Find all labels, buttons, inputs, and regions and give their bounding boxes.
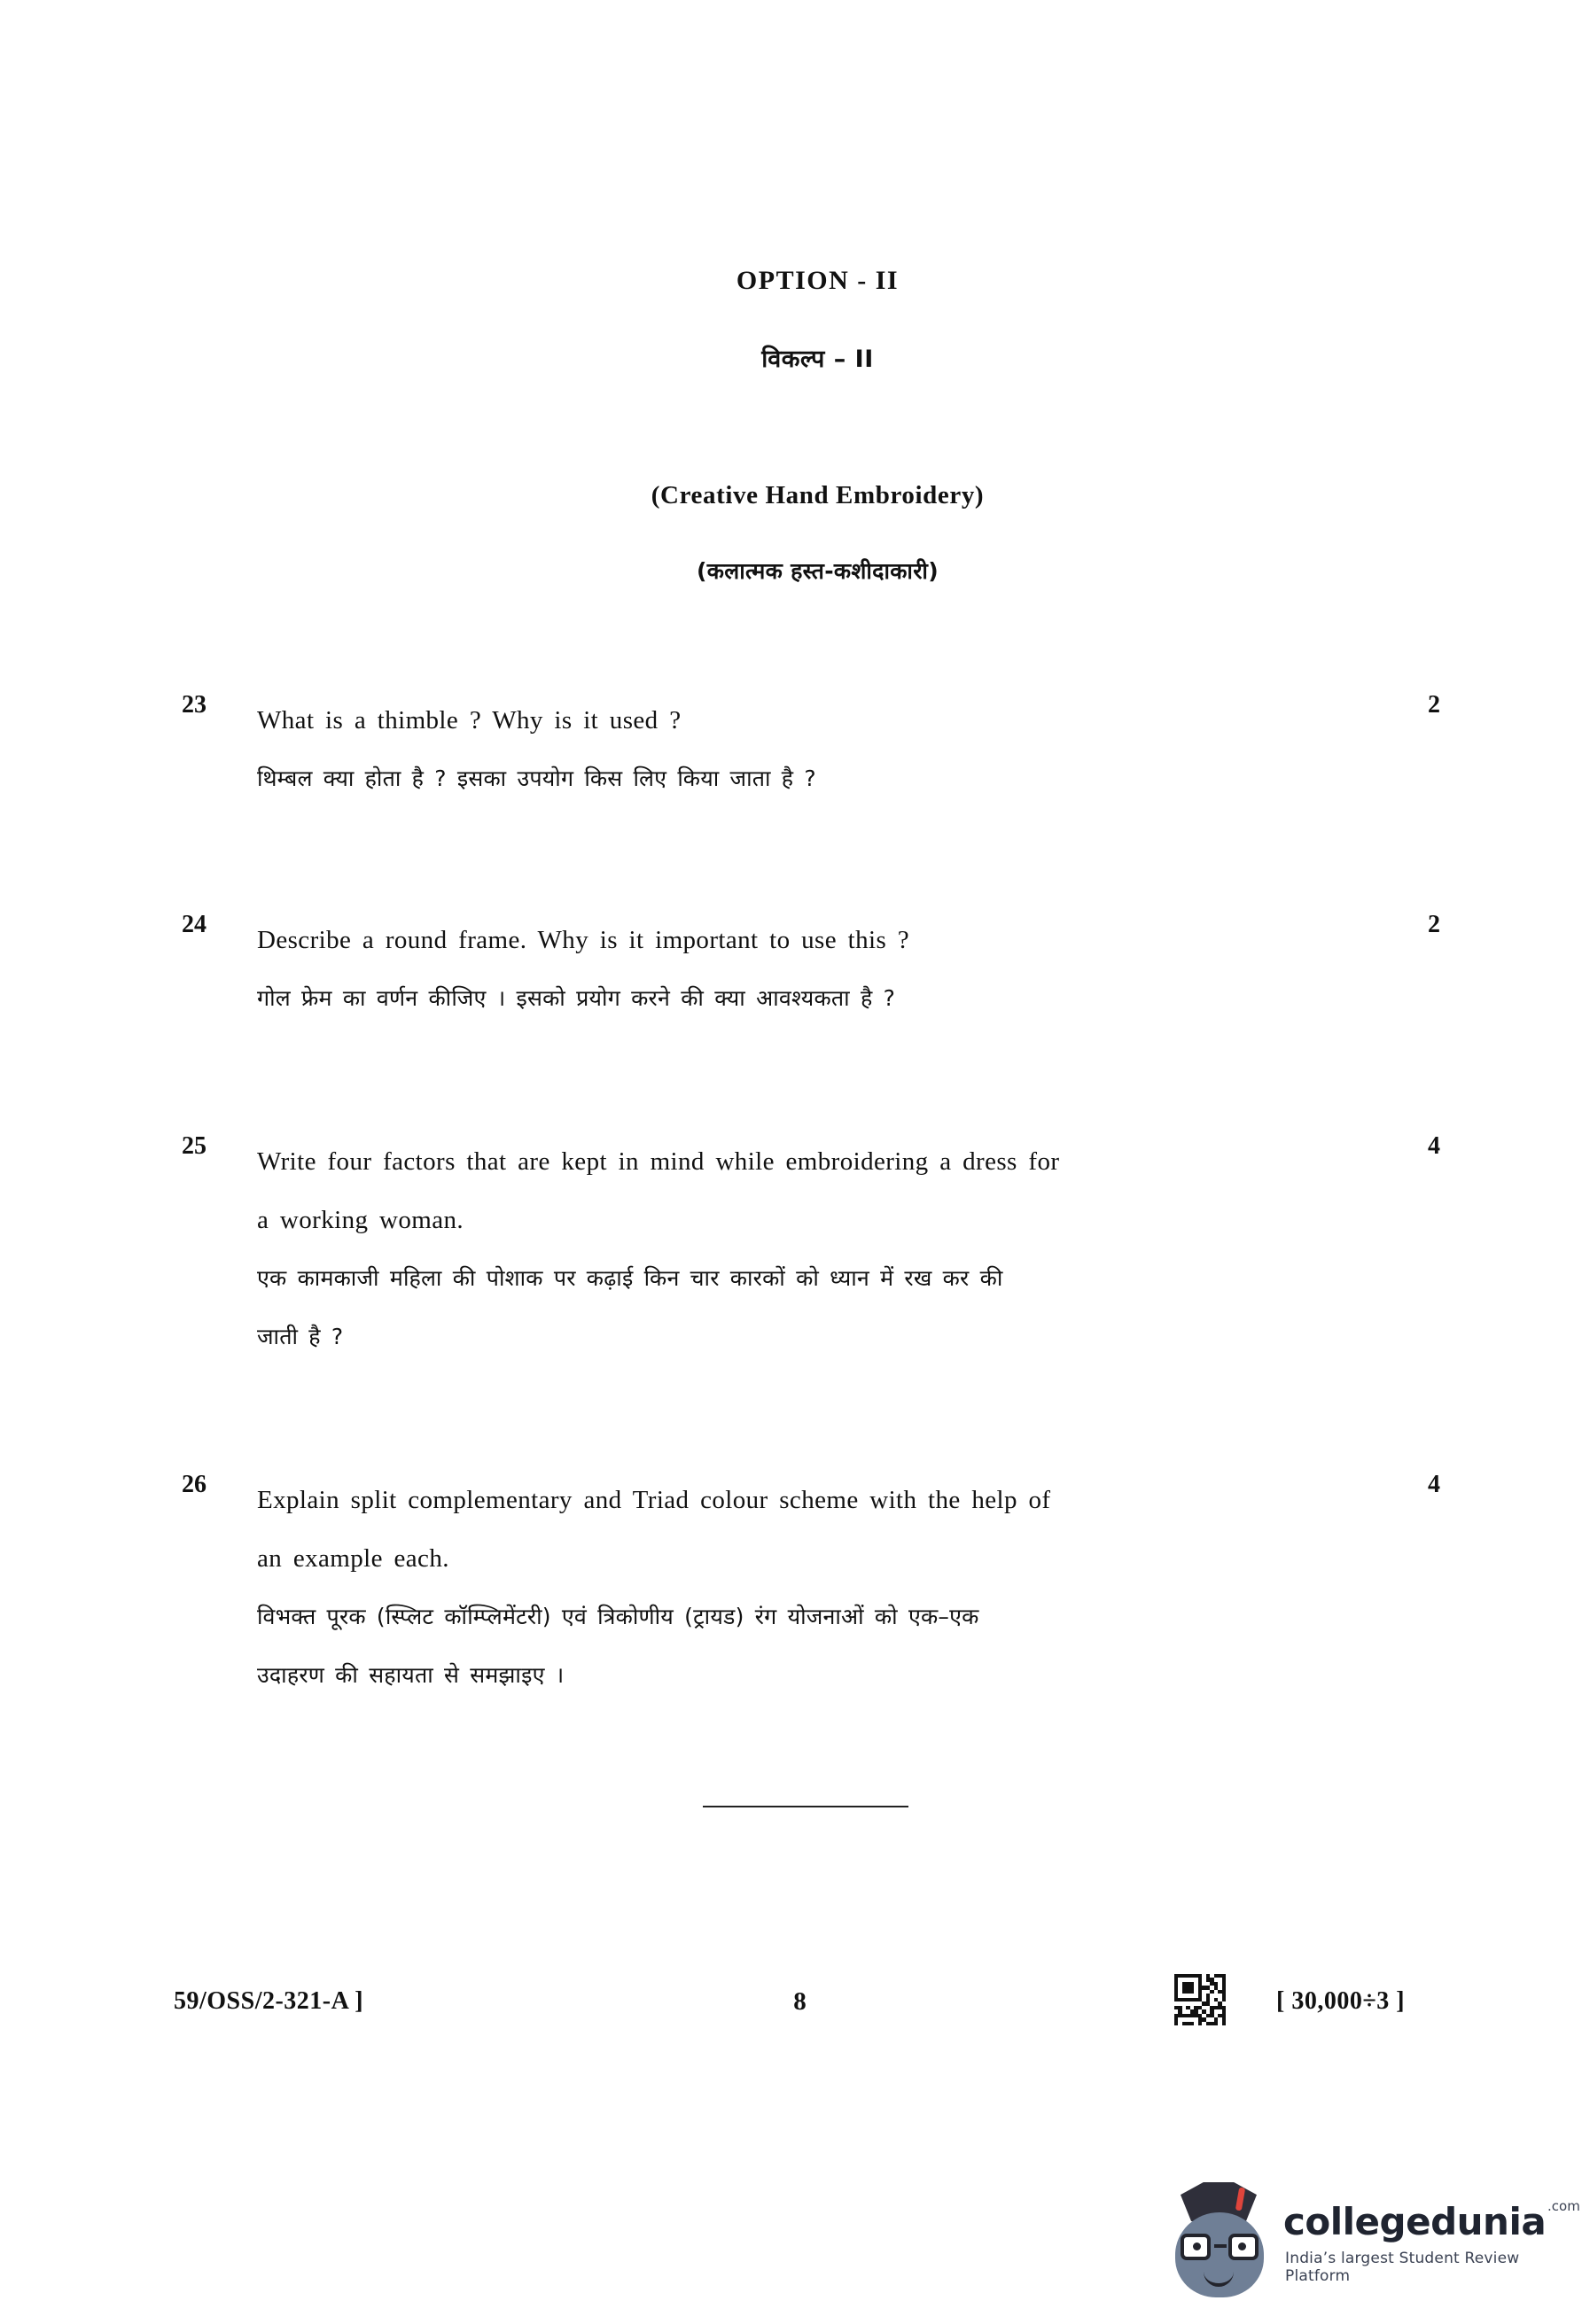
question-body [257, 911, 1352, 1028]
question-text-hindi-line-2: जाती है ? [257, 1324, 344, 1349]
question-text-english-line-2: a working woman. [257, 1206, 464, 1234]
question-text-english: Describe a round frame. Why is it important to use this ? [257, 926, 910, 954]
section-end-divider [703, 1806, 908, 1807]
question-text-english-line-1: Explain split complementary and Triad colour scheme with the help of [257, 1486, 1051, 1514]
qr-code-icon [1174, 1974, 1226, 2025]
footer-paper-code: 59/OSS/2-321-A ] [174, 1987, 364, 2015]
question-number: 25 [182, 1132, 207, 1160]
brand-text: collegedunia [1283, 2200, 1547, 2243]
question-body [257, 691, 1352, 808]
subject-title-english: (Creative Hand Embroidery) [651, 481, 985, 509]
brand-name [1283, 2200, 1546, 2243]
question-text-hindi-line-1: विभक्त पूरक (स्प्लिट कॉम्प्लिमेंटरी) एवं त्रिकोणीय (ट्रायड) रंग योजनाओं को एक–एक [257, 1604, 979, 1629]
question-marks: 2 [1428, 691, 1440, 719]
option-heading-hindi: विकल्प – II [761, 346, 874, 373]
brand-domain-suffix: .com [1547, 2198, 1580, 2214]
footer-print-count: [ 30,000÷3 ] [1276, 1987, 1406, 2015]
question-marks: 4 [1428, 1471, 1440, 1498]
question-marks: 4 [1428, 1132, 1440, 1160]
footer-page-number: 8 [793, 1987, 807, 2016]
question-body [257, 1132, 1352, 1366]
question-text-english-line-1: Write four factors that are kept in mind while embroidering a dress for [257, 1147, 1060, 1176]
eye-left [1193, 2242, 1201, 2250]
collegedunia-watermark [1168, 2175, 1580, 2308]
question-number: 23 [182, 691, 207, 719]
question-number: 26 [182, 1471, 207, 1498]
option-heading-english: OPTION - II [736, 266, 900, 295]
glasses-bridge [1214, 2244, 1227, 2248]
question-number: 24 [182, 911, 207, 938]
question-marks: 2 [1428, 911, 1440, 938]
question-body [257, 1471, 1352, 1705]
question-text-hindi-line-1: एक कामकाजी महिला की पोशाक पर कढ़ाई किन चार कारकों को ध्यान में रख कर की [257, 1265, 1003, 1291]
student-mascot-icon [1168, 2182, 1273, 2297]
question-text-hindi: थिम्बल क्या होता है ? इसका उपयोग किस लिए किया जाता है ? [257, 766, 816, 791]
question-text-hindi: गोल फ्रेम का वर्णन कीजिए । इसको प्रयोग करने की क्या आवश्यकता है ? [257, 985, 896, 1011]
subject-title-hindi: (कलात्मक हस्त-कशीदाकारी) [697, 558, 939, 584]
question-text-hindi-line-2: उदाहरण की सहायता से समझाइए । [257, 1662, 565, 1688]
glasses-icon [1179, 2234, 1260, 2260]
eye-right [1238, 2242, 1246, 2250]
question-text-english-line-2: an example each. [257, 1544, 449, 1573]
brand-tagline: India’s largest Student Review Platform [1285, 2250, 1520, 2285]
question-text-english: What is a thimble ? Why is it used ? [257, 706, 682, 735]
